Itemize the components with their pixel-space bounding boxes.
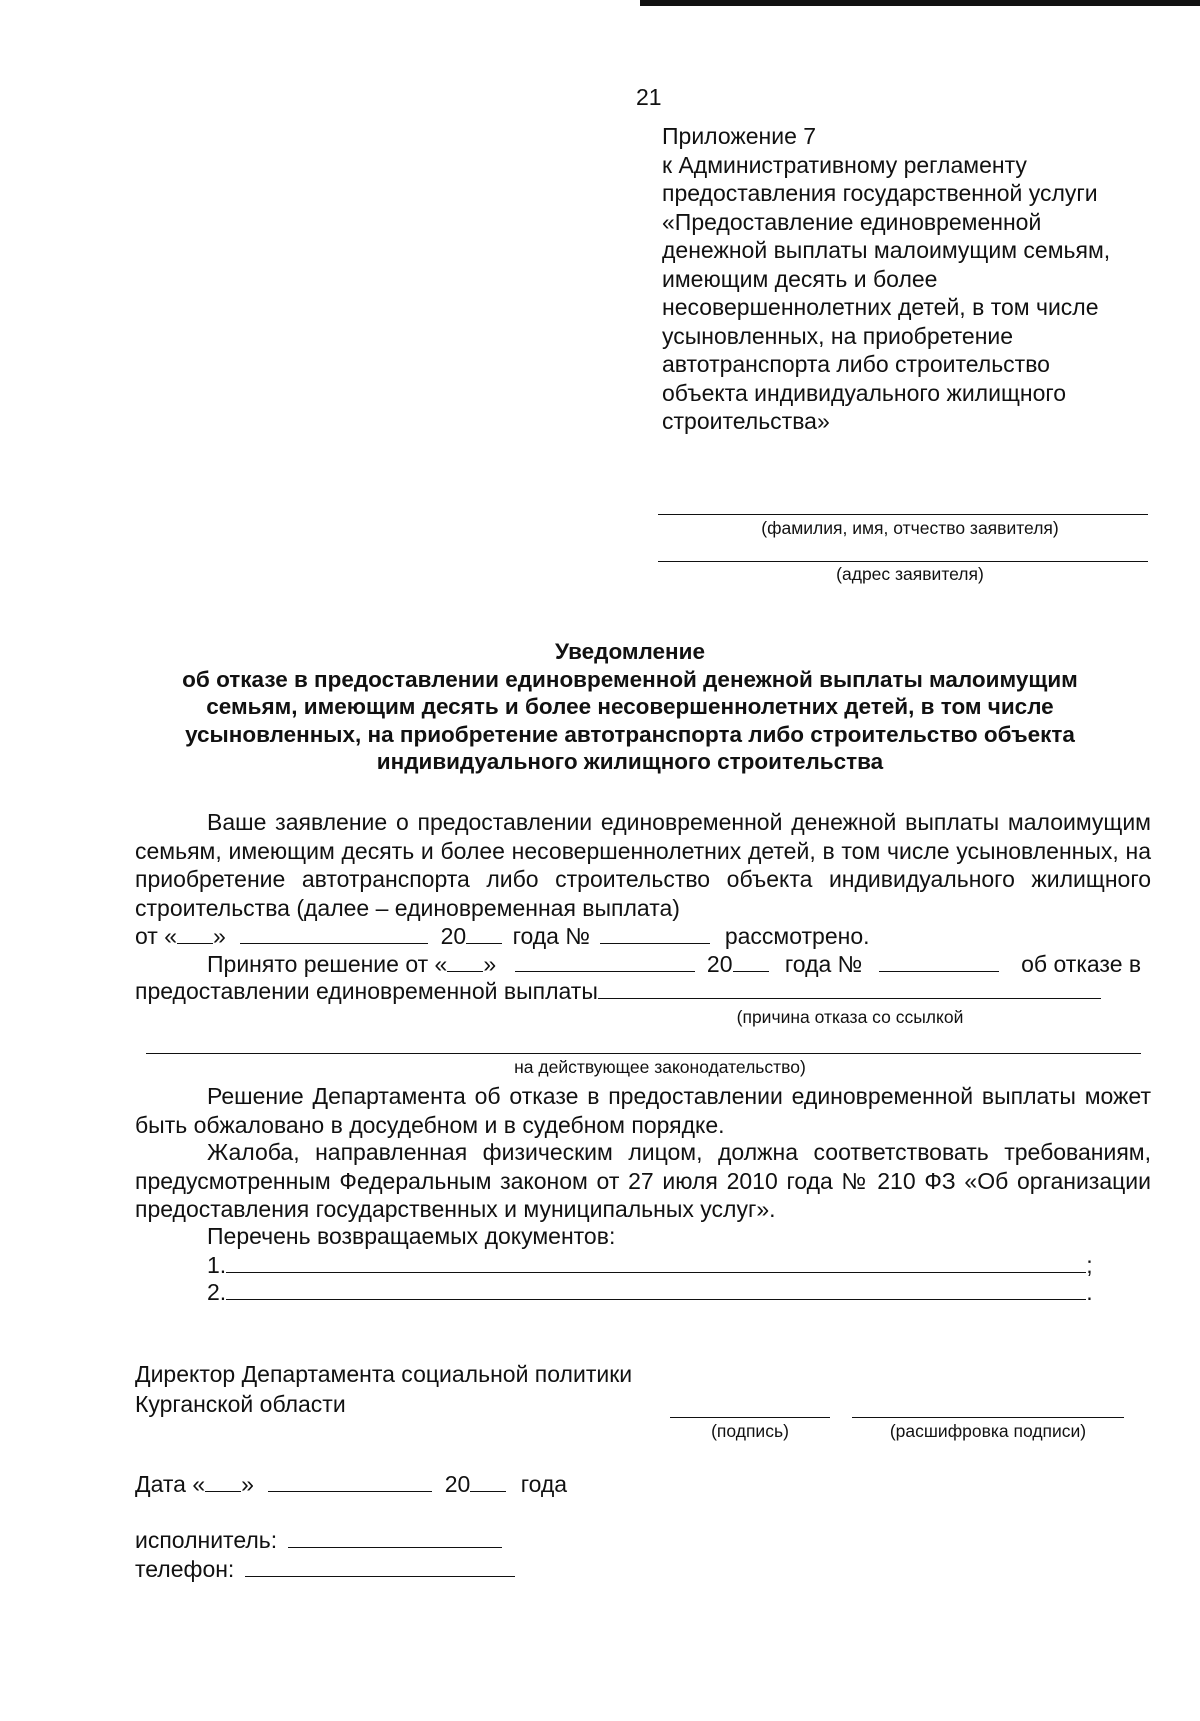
date-year-prefix: 20 bbox=[444, 1471, 471, 1497]
decision-row bbox=[207, 950, 1141, 978]
executor-blank[interactable] bbox=[288, 1526, 502, 1548]
signer-position-line: Курганской области bbox=[135, 1391, 346, 1417]
date-open: Дата « bbox=[135, 1471, 206, 1497]
phone-row bbox=[135, 1555, 515, 1583]
year-blank[interactable] bbox=[466, 922, 502, 944]
signature-decode-caption: (расшифровка подписи) bbox=[889, 1421, 1087, 1441]
applicant-name-caption: (фамилия, имя, отчество заявителя) bbox=[761, 518, 1059, 538]
title-line: об отказе в предоставлении единовременной денежной выплаты малоимущим bbox=[182, 666, 1078, 692]
executor-label: исполнитель: bbox=[135, 1527, 278, 1553]
appendix-line: усыновленных, на приобретение bbox=[662, 322, 1014, 349]
scan-top-border bbox=[640, 0, 1200, 6]
item-blank[interactable] bbox=[226, 1251, 1086, 1273]
returned-doc-item bbox=[207, 1278, 1093, 1306]
title-main: Уведомление bbox=[554, 639, 705, 664]
appendix-line: несовершеннолетних детей, в том числе bbox=[662, 294, 1099, 320]
applicant-address-line[interactable] bbox=[658, 561, 1148, 562]
executor-row bbox=[135, 1526, 502, 1554]
body-paragraph-complaint: Жалоба, направленная физическим лицом, должна соответствовать требованиям, предусмотренным Федеральным законом от 27 июля 2010 года № 210 ФЗ «Об организации предоставления государственных и муниципальных услуг». bbox=[135, 1139, 1151, 1222]
from-close: » bbox=[213, 923, 226, 949]
date-row bbox=[135, 1470, 567, 1498]
signer-position-line: Директор Департамента социальной политики bbox=[135, 1361, 633, 1387]
signature-line[interactable] bbox=[670, 1417, 830, 1418]
date-year-word: года bbox=[520, 1471, 568, 1497]
returned-doc-item bbox=[207, 1251, 1093, 1279]
appendix-label: Приложение 7 bbox=[662, 123, 817, 149]
date-month-blank[interactable] bbox=[268, 1470, 432, 1492]
applicant-name-line[interactable] bbox=[658, 514, 1148, 515]
provision-text: предоставлении единовременной выплаты bbox=[135, 978, 598, 1004]
provision-row bbox=[135, 977, 1101, 1005]
date-day-blank[interactable] bbox=[205, 1470, 241, 1492]
page-number: 21 bbox=[636, 84, 662, 110]
appendix-line: строительства» bbox=[662, 408, 830, 434]
signature-decode-line[interactable] bbox=[852, 1417, 1124, 1418]
title-line: индивидуального жилищного строительства bbox=[376, 749, 884, 774]
decision-year-prefix: 20 bbox=[706, 951, 733, 977]
date-year-blank[interactable] bbox=[470, 1470, 506, 1492]
appendix-line: объекта индивидуального жилищного bbox=[662, 379, 1067, 406]
item-blank[interactable] bbox=[226, 1278, 1086, 1300]
number-blank[interactable] bbox=[600, 922, 710, 944]
signer-position bbox=[135, 1359, 632, 1419]
item-number: 1. bbox=[207, 1252, 227, 1278]
title-line: усыновленных, на приобретение автотранспорта либо строительство объекта bbox=[185, 721, 1075, 747]
application-date-row bbox=[135, 922, 870, 950]
item-end: . bbox=[1086, 1279, 1093, 1305]
reason-blank[interactable] bbox=[598, 977, 1101, 999]
considered-text: рассмотрено. bbox=[724, 923, 870, 949]
decision-tail: об отказе в bbox=[1021, 951, 1142, 977]
decision-open: Принято решение от « bbox=[207, 951, 448, 977]
day-blank[interactable] bbox=[177, 922, 213, 944]
appendix-line: автотранспорта либо строительство bbox=[662, 351, 1050, 377]
decision-close: » bbox=[483, 951, 497, 977]
decision-number-blank[interactable] bbox=[879, 950, 999, 972]
reason-caption-2: на действующее законодательство) bbox=[514, 1057, 806, 1077]
item-end: ; bbox=[1086, 1252, 1093, 1278]
reason-line[interactable] bbox=[146, 1053, 1141, 1054]
decision-year-word: года № bbox=[784, 951, 863, 977]
title-line: семьям, имеющим десять и более несовершеннолетних детей, в том числе bbox=[206, 694, 1054, 719]
item-number: 2. bbox=[207, 1279, 227, 1305]
date-close: » bbox=[241, 1471, 254, 1497]
phone-blank[interactable] bbox=[245, 1555, 515, 1577]
body-paragraph-appeal: Решение Департамента об отказе в предоставлении единовременной выплаты может быть обжаловано в досудебном и в судебном порядке. bbox=[135, 1083, 1151, 1138]
appendix-line: предоставления государственной услуги bbox=[662, 180, 1098, 206]
from-open: от « bbox=[135, 923, 178, 949]
appendix-line: имеющим десять и более bbox=[662, 265, 938, 292]
decision-month-blank[interactable] bbox=[515, 950, 695, 972]
year-word: года № bbox=[512, 923, 591, 949]
decision-year-blank[interactable] bbox=[733, 950, 769, 972]
appendix-line: денежной выплаты малоимущим семьям, bbox=[662, 237, 1111, 263]
appendix-header bbox=[662, 122, 1182, 436]
year-prefix: 20 bbox=[440, 923, 467, 949]
applicant-address-caption: (адрес заявителя) bbox=[836, 564, 984, 584]
reason-caption-1: (причина отказа со ссылкой bbox=[736, 1007, 964, 1027]
body-paragraph-application: Ваше заявление о предоставлении единовременной денежной выплаты малоимущим семьям, имеющим десять и более несовершеннолетних детей, в том числе усыновленных, на приобретение автотранспорта либо строительство объекта индивидуального жилищного строительства (далее – единовременная выплата) bbox=[135, 809, 1151, 921]
phone-label: телефон: bbox=[135, 1556, 235, 1582]
signature-caption: (подпись) bbox=[711, 1421, 789, 1441]
month-blank[interactable] bbox=[240, 922, 428, 944]
appendix-to: к Административному регламенту bbox=[662, 151, 1027, 178]
document-title bbox=[130, 638, 1130, 776]
decision-day-blank[interactable] bbox=[447, 950, 483, 972]
returned-docs-heading: Перечень возвращаемых документов: bbox=[207, 1223, 616, 1249]
appendix-line: «Предоставление единовременной bbox=[662, 208, 1042, 235]
